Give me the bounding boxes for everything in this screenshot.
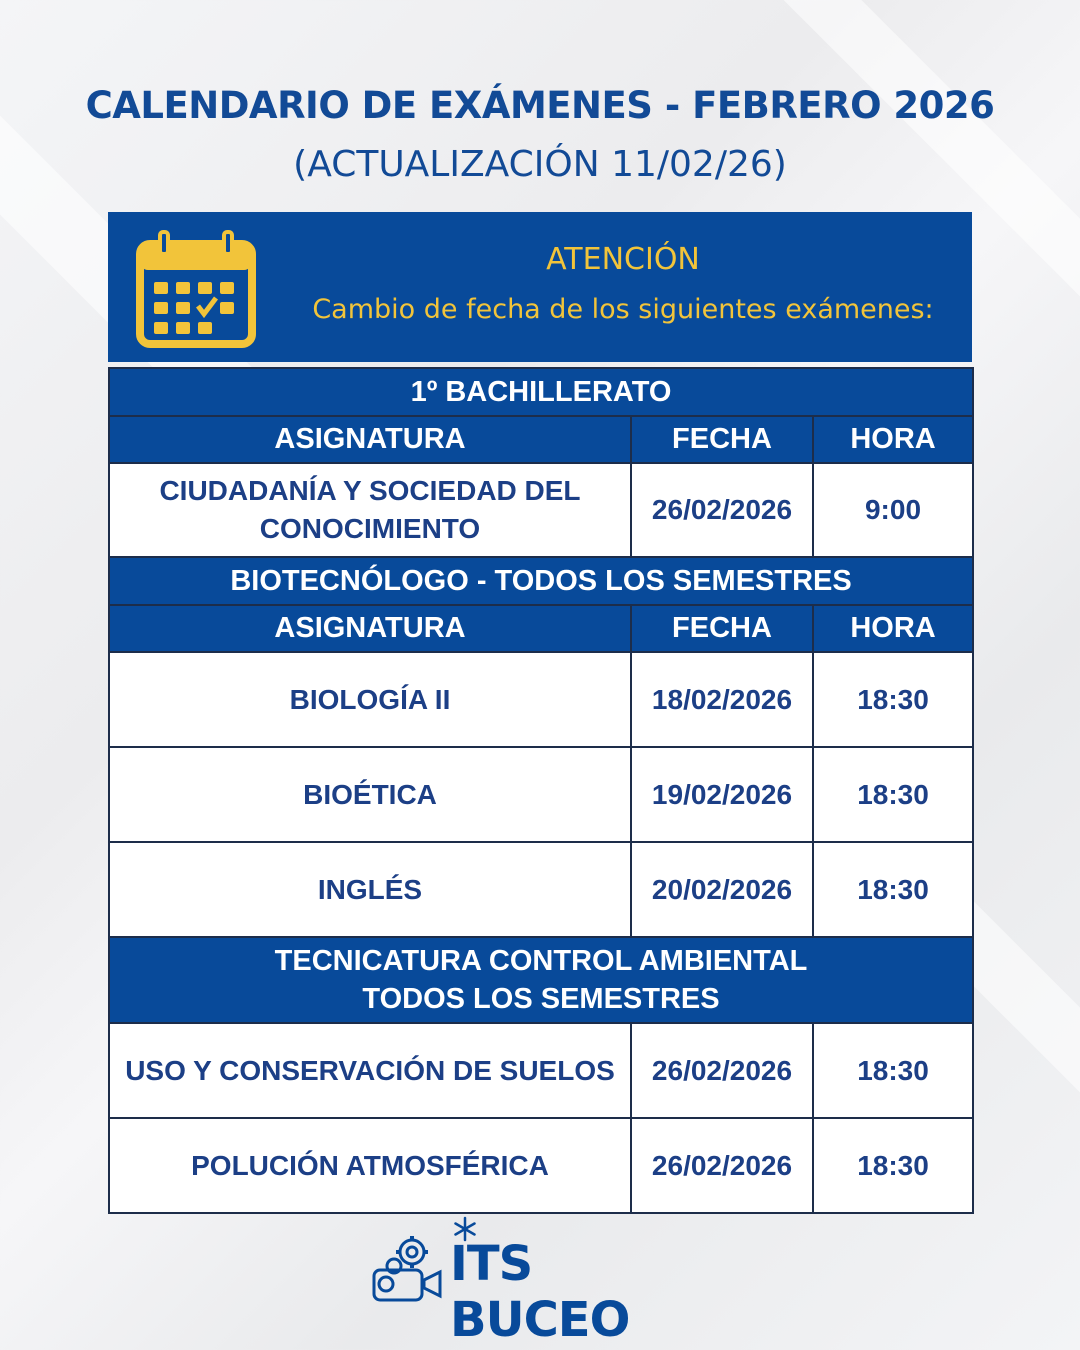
table-row [109,747,973,842]
subject-cell: POLUCIÓN ATMOSFÉRICA [109,1118,631,1213]
subject-cell: CIUDADANÍA Y SOCIEDAD DEL CONOCIMIENTO [109,463,631,557]
date-cell: 18/02/2026 [631,652,813,747]
time-cell: 18:30 [813,747,973,842]
exam-schedule-table [108,367,974,1214]
table-row [109,842,973,937]
column-header-subject: ASIGNATURA [109,605,631,652]
section-title-line: TECNICATURA CONTROL AMBIENTAL [274,945,808,977]
subject-cell: BIOLOGÍA II [109,652,631,747]
date-cell: 26/02/2026 [631,1023,813,1118]
date-cell: 26/02/2026 [631,1118,813,1213]
page-subtitle: (ACTUALIZACIÓN 11/02/26) [293,144,787,185]
subject-cell: USO Y CONSERVACIÓN DE SUELOS [109,1023,631,1118]
date-cell: 20/02/2026 [631,842,813,937]
time-cell: 18:30 [813,652,973,747]
column-header-subject: ASIGNATURA [109,416,631,463]
section-title-line: TODOS LOS SEMESTRES [362,983,720,1015]
notice-banner [108,212,972,362]
notice-title: ATENCIÓN [546,242,700,277]
section-header-tecnicatura [109,937,973,1023]
page-title: CALENDARIO DE EXÁMENES - FEBRERO 2026 [85,84,995,127]
logo-text: ITS BUCEO [450,1236,630,1348]
table-row [109,1118,973,1213]
time-cell: 18:30 [813,842,973,937]
table-row [109,463,973,557]
column-header-date: FECHA [631,416,813,463]
section-header-biotecnologo: BIOTECNÓLOGO - TODOS LOS SEMESTRES [109,557,973,605]
school-logo [370,1212,715,1348]
date-cell: 19/02/2026 [631,747,813,842]
gear-camera-icon [370,1222,450,1312]
time-cell: 18:30 [813,1118,973,1213]
column-header-time: HORA [813,416,973,463]
time-cell: 9:00 [813,463,973,557]
section-header-bachillerato: 1º BACHILLERATO [109,368,973,416]
date-cell: 26/02/2026 [631,463,813,557]
column-header-time: HORA [813,605,973,652]
calendar-icon [136,228,258,350]
subject-cell: INGLÉS [109,842,631,937]
table-row [109,652,973,747]
column-header-date: FECHA [631,605,813,652]
table-row [109,1023,973,1118]
subject-cell: BIOÉTICA [109,747,631,842]
time-cell: 18:30 [813,1023,973,1118]
notice-text: Cambio de fecha de los siguientes exámenes: [312,294,934,325]
